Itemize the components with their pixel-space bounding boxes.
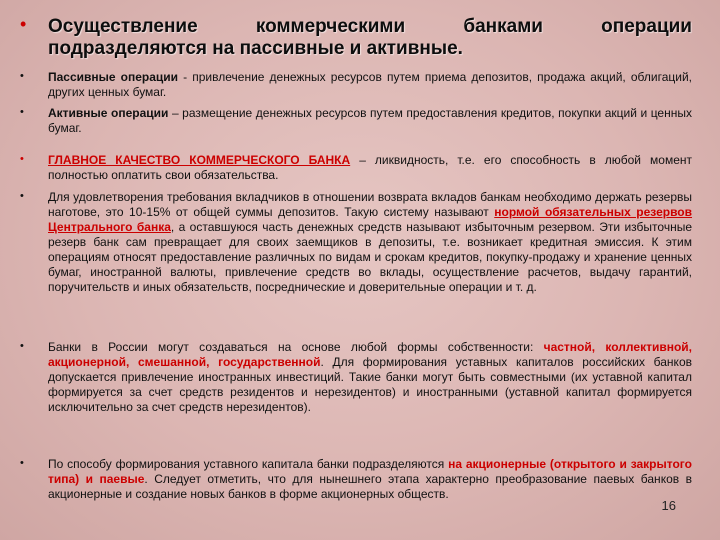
capital-text [48, 457, 692, 502]
forms-term-1: частной, [543, 340, 596, 354]
capital-text-1: По способу формирования уставного капитала банки подразделяются [48, 457, 449, 471]
quality-text [48, 153, 692, 183]
forms-bullet: • [20, 340, 24, 352]
reserves-text-2: , а оставшуюся часть денежных средств называют избыточным резервом. Эти избыточные резерв банк сам превращает для своих заемщиков в депозиты, т.е. возникает кредитная эмиссия. К этим операциям относят предоставление различных по видам и срокам кредитов, покупку-продажу и хранение ценных бумаг, иностранной валюты, привлечение средств во вклады, осуществление расчетов, выдачу гарантий, поручительств и иных обязательств, посреднические и доверительные операции и т. д. [48, 220, 692, 294]
quality-term: ГЛАВНОЕ КАЧЕСТВО КОММЕРЧЕСКОГО БАНКА [48, 153, 351, 167]
quality-desc: – ликвидность, т.е. его способность в любой момент полностью оплатить свои обязательства. [48, 153, 693, 182]
reserves-text [48, 190, 692, 295]
capital-term-2: (открытого и закрытого типа) и паевые [48, 457, 692, 486]
passive-block [20, 70, 692, 100]
forms-text-1: Банки в России могут создаваться на основе любой формы собственности: [48, 340, 544, 354]
capital-text-2: . Следует отметить, что для нынешнего этапа характерно преобразование паевых банков в акционерные и создание новых банков в форме акционерных обществ. [48, 472, 692, 501]
active-term: Активные операции [48, 106, 169, 120]
slide-title: Осуществление коммерческими банками операции подразделяются на пассивные и активные. [48, 16, 692, 59]
reserves-term: нормой обязательных резервов Центрального банка [48, 205, 693, 234]
reserves-bullet: • [20, 190, 24, 202]
title-block [20, 16, 692, 60]
passive-term: Пассивные операции [48, 70, 179, 84]
active-bullet: • [20, 106, 24, 118]
page-number: 16 [661, 498, 676, 513]
title-bullet: • [20, 14, 27, 34]
quality-block [20, 153, 692, 183]
capital-bullet: • [20, 457, 24, 469]
forms-text [48, 340, 692, 415]
active-block [20, 106, 692, 136]
passive-text [48, 70, 692, 100]
capital-term-1: на акционерные [448, 457, 547, 471]
forms-text-2: . Для формирования уставных капиталов российских банков допускается привлечение иностранных инвестиций. Такие банки могут быть совместными (их уставной капитал формируется за счет средств резидентов и нерезидентов) и иностранными (уставной капитал формируется исключительно за счет средств нерезидентов). [48, 355, 692, 414]
passive-desc: - привлечение денежных ресурсов путем приема депозитов, продажа акций, облигаций, других ценных бумаг. [48, 70, 692, 99]
forms-term-2: коллективной, акционерной, смешанной, государственной [48, 340, 692, 369]
reserves-text-1: Для удовлетворения требования вкладчиков в отношении возврата вкладов банкам необходимо держать резервы наготове, это 10-15% от общей суммы депозитов. Такую систему называют [48, 190, 692, 219]
reserves-block [20, 190, 692, 295]
active-text [48, 106, 692, 136]
active-desc: – размещение денежных ресурсов путем предоставления кредитов, покупки акций и ценных бумаг. [48, 106, 692, 135]
passive-bullet: • [20, 70, 24, 82]
capital-block [20, 457, 692, 502]
quality-bullet: • [20, 153, 24, 165]
forms-block [20, 340, 692, 415]
